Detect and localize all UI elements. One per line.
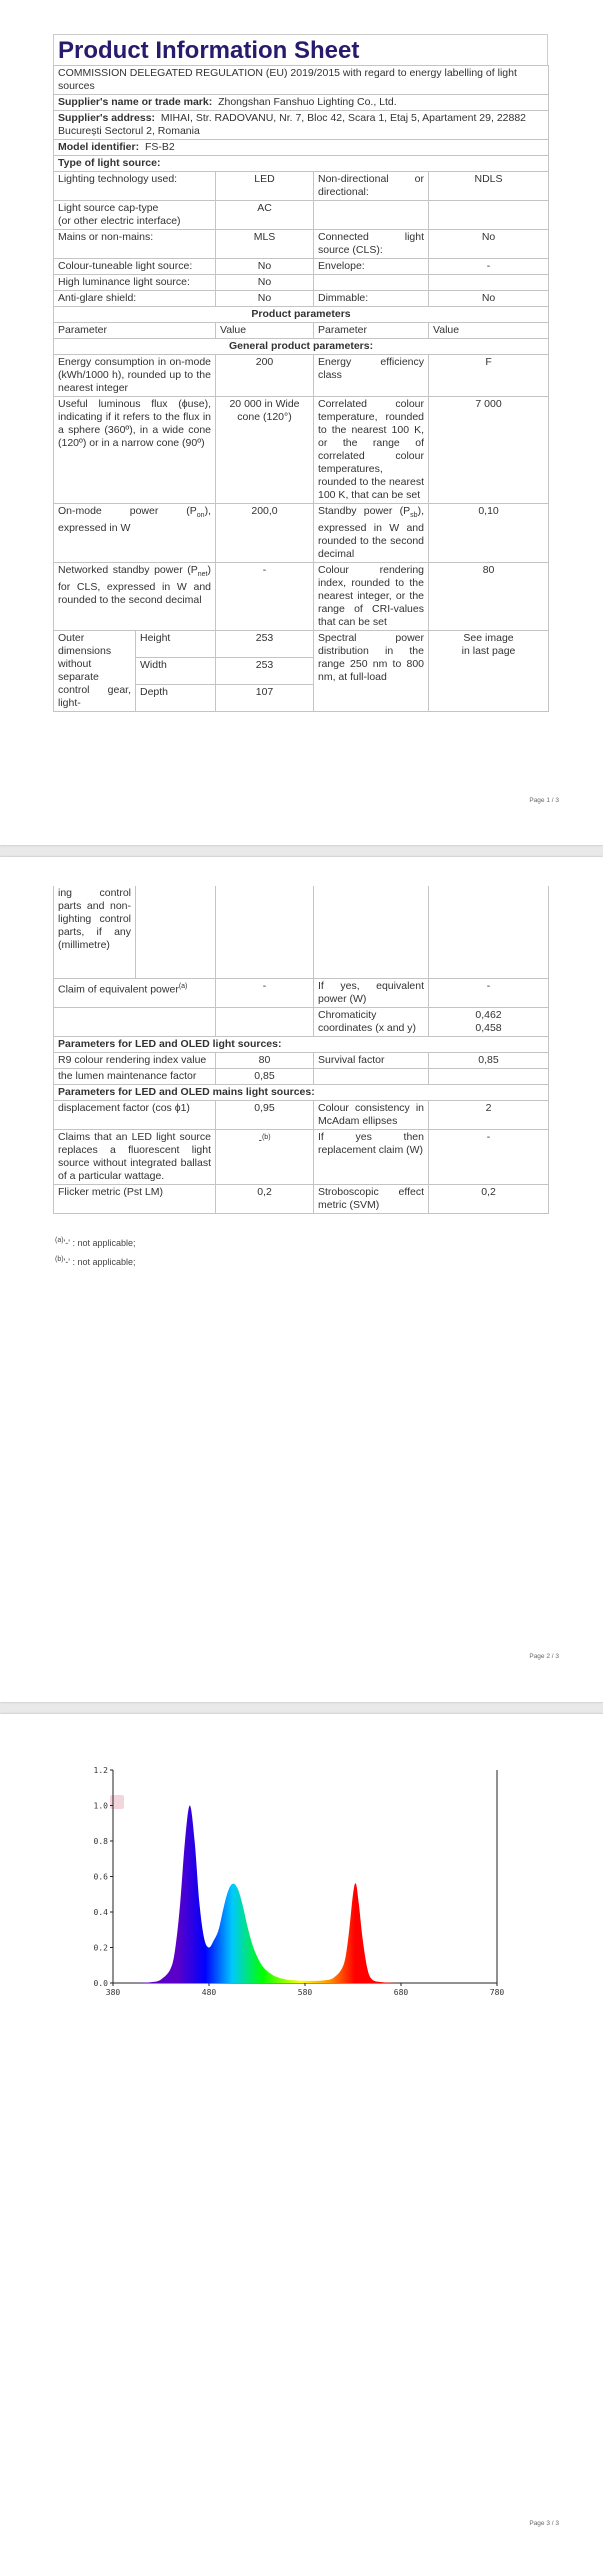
standby-power-label-b: ), expressed in W and rounded to the second decimal <box>318 505 424 561</box>
spectral-power-line1: See image <box>463 632 514 645</box>
y-tick-label: 0.2 <box>93 1943 108 1953</box>
height-label: Height <box>136 631 216 658</box>
envelope-label: Envelope: <box>314 259 429 275</box>
y-tick-label: 0.4 <box>93 1908 108 1917</box>
depth-value: 107 <box>216 685 314 712</box>
equivalent-power-label: If yes, equivalent power (W) <box>314 978 429 1007</box>
equivalent-power-claim-label <box>54 978 216 1007</box>
footnote-b-mark: (b) <box>55 1256 64 1263</box>
r9-label: R9 colour rendering index value <box>54 1052 216 1068</box>
table-row <box>54 1052 549 1068</box>
cct-label: Correlated colour temperature, rounded to the nearest 100 K, or the range of correlated colour temperatures, rounded to the nearest 100 K, that can be set <box>314 397 429 504</box>
replacement-claim-label: If yes then replacement claim (W) <box>314 1129 429 1184</box>
energy-consumption-label: Energy consumption in on-mode (kWh/1000 h), rounded up to the nearest integer <box>54 355 216 397</box>
energy-efficiency-label: Energy efficiency class <box>314 355 429 397</box>
chromaticity-y: 0,458 <box>475 1021 502 1034</box>
colour-tuneable-value: No <box>216 259 314 275</box>
standby-power-value: 0,10 <box>429 504 549 563</box>
cri-label: Colour rendering index, rounded to the nearest integer, or the range of CRI-values that can be set <box>314 563 429 631</box>
product-table-continued <box>53 886 549 1214</box>
high-luminance-value: No <box>216 275 314 291</box>
x-tick-label: 380 <box>105 1988 121 1997</box>
cls-label: Connected light source (CLS): <box>314 230 429 259</box>
cap-type-value: AC <box>216 201 314 230</box>
colour-tuneable-label: Colour-tuneable light source: <box>54 259 216 275</box>
empty-cell <box>314 201 429 230</box>
page-number: Page 3 / 3 <box>529 2520 559 2527</box>
logo-icon <box>110 1795 124 1809</box>
empty-cell <box>314 886 429 978</box>
y-tick-label: 0.8 <box>93 1837 108 1846</box>
outer-dimensions-label: Outer dimensions without separate control gear, light- <box>54 631 136 712</box>
column-header-parameter: Parameter <box>314 323 429 339</box>
height-value: 253 <box>216 631 314 658</box>
r9-value: 80 <box>216 1052 314 1068</box>
supplier-address: MIHAI, Str. RADOVANU, Nr. 7, Bloc 42, Scara 1, Etaj 5, Apartament 29, 22882 București Sectorul 2, Romania <box>58 112 527 137</box>
footnote-b <box>55 1256 136 1267</box>
table-row <box>54 1184 549 1213</box>
displacement-factor-value: 0,95 <box>216 1100 314 1129</box>
empty-cell <box>314 275 429 291</box>
y-tick-label: 0.6 <box>93 1872 108 1882</box>
standby-power-label-a: Standby power (P <box>318 505 411 517</box>
table-row <box>54 978 549 1007</box>
lumen-maintenance-value: 0,85 <box>216 1068 314 1084</box>
table-row <box>54 201 549 230</box>
width-label: Width <box>136 658 216 685</box>
on-mode-power-value: 200,0 <box>216 504 314 563</box>
x-tick-label: 780 <box>489 1988 505 1997</box>
footnote-ref-a: (a) <box>178 982 188 990</box>
table-row <box>54 111 549 140</box>
spectral-power-value <box>429 631 549 712</box>
table-row <box>54 1084 549 1100</box>
outer-dimensions-label-continued: ing control parts and non-lighting control parts, if any (millimetre) <box>54 886 136 978</box>
networked-standby-label-b: ) for CLS, expressed in W and rounded to the second decimal <box>58 564 211 607</box>
luminous-flux-label: Useful luminous flux (ϕuse), indicating if it refers to the flux in a sphere (360º), in a wide cone (120º) or in a narrow cone (90º) <box>54 397 216 504</box>
page-title: Product Information Sheet <box>53 34 548 65</box>
anti-glare-value: No <box>216 291 314 307</box>
survival-factor-label: Survival factor <box>314 1052 429 1068</box>
table-row <box>54 275 549 291</box>
y-tick-label: 1.2 <box>93 1766 108 1775</box>
model-cell <box>54 140 549 156</box>
standby-power-label <box>314 504 429 563</box>
standby-power-sub: sb <box>410 512 418 520</box>
equivalent-power-claim-text: Claim of equivalent power <box>58 983 179 995</box>
empty-cell <box>429 275 549 291</box>
colour-consistency-value: 2 <box>429 1100 549 1129</box>
empty-cell <box>216 1007 314 1036</box>
page-2 <box>0 857 603 1702</box>
cct-value: 7 000 <box>429 397 549 504</box>
column-header-parameter: Parameter <box>54 323 216 339</box>
model-label: Model identifier: <box>58 141 140 153</box>
page-1 <box>0 0 603 845</box>
led-oled-parameters-header: Parameters for LED and OLED light sources: <box>54 1036 549 1052</box>
on-mode-power-label-a: On-mode power (P <box>58 505 197 517</box>
table-row <box>54 307 549 323</box>
page-3 <box>0 1714 603 2560</box>
table-row <box>54 323 549 339</box>
lighting-tech-label: Lighting technology used: <box>54 172 216 201</box>
table-row <box>54 631 549 658</box>
high-luminance-label: High luminance light source: <box>54 275 216 291</box>
spectral-power-label: Spectral power distribution in the range 250 nm to 800 nm, at full-load <box>314 631 429 712</box>
led-oled-mains-parameters-header: Parameters for LED and OLED mains light sources: <box>54 1084 549 1100</box>
table-row <box>54 259 549 275</box>
stroboscopic-metric-label: Stroboscopic effect metric (SVM) <box>314 1184 429 1213</box>
table-row <box>54 156 549 172</box>
non-directional-label: Non-directional or directional: <box>314 172 429 201</box>
energy-efficiency-value: F <box>429 355 549 397</box>
table-row <box>54 140 549 156</box>
page-number: Page 1 / 3 <box>529 797 559 804</box>
empty-cell <box>216 886 314 978</box>
depth-label: Depth <box>136 685 216 712</box>
networked-standby-label <box>54 563 216 631</box>
footnote-b-text: '-' : not applicable; <box>63 1257 136 1267</box>
replacement-claim-value: - <box>429 1129 549 1184</box>
networked-standby-sub: net <box>197 571 208 579</box>
y-tick-label: 0.0 <box>93 1979 108 1988</box>
spectral-power-distribution-chart <box>95 1755 515 2045</box>
x-tick-label: 580 <box>297 1988 313 1997</box>
product-information-sheet <box>53 34 548 712</box>
product-information-sheet-continued <box>53 886 548 1214</box>
chromaticity-label: Chromaticity coordinates (x and y) <box>314 1007 429 1036</box>
fluorescent-claim-text: - <box>258 1134 262 1146</box>
envelope-value: - <box>429 259 549 275</box>
cls-value: No <box>429 230 549 259</box>
x-tick-label: 680 <box>393 1988 409 1997</box>
empty-cell <box>429 886 549 978</box>
supplier-name-label: Supplier's name or trade mark: <box>58 96 213 108</box>
footnote-a-text: '-' : not applicable; <box>63 1238 136 1248</box>
fluorescent-claim-label: Claims that an LED light source replaces a fluorescent light source without integrated ballast of a particular wattage. <box>54 1129 216 1184</box>
mains-label: Mains or non-mains: <box>54 230 216 259</box>
luminous-flux-value <box>216 397 314 504</box>
supplier-address-cell <box>54 111 549 140</box>
footnote-a-mark: (a) <box>55 1237 64 1244</box>
mains-value: MLS <box>216 230 314 259</box>
cri-value: 80 <box>429 563 549 631</box>
product-parameters-header: Product parameters <box>54 307 549 323</box>
table-row <box>54 1068 549 1084</box>
table-row <box>54 1129 549 1184</box>
supplier-address-label: Supplier's address: <box>58 112 156 124</box>
width-value: 253 <box>216 658 314 685</box>
regulation-text: COMMISSION DELEGATED REGULATION (EU) 2019/2015 with regard to energy labelling of light sources <box>54 66 549 95</box>
lumen-maintenance-label: the lumen maintenance factor <box>54 1068 216 1084</box>
table-row <box>54 397 549 504</box>
table-row <box>54 886 549 978</box>
supplier-name-cell <box>54 95 549 111</box>
chromaticity-x: 0,462 <box>475 1008 502 1021</box>
footnote-a <box>55 1237 136 1248</box>
dimmable-value: No <box>429 291 549 307</box>
table-row <box>54 504 549 563</box>
colour-consistency-label: Colour consistency in McAdam ellipses <box>314 1100 429 1129</box>
spectrum-area <box>113 1806 497 1984</box>
x-tick-label: 480 <box>201 1988 217 1997</box>
equivalent-power-claim-value: - <box>216 978 314 1007</box>
table-row <box>54 1036 549 1052</box>
luminous-flux-line2: cone (120°) <box>237 411 292 423</box>
empty-cell <box>314 1068 429 1084</box>
table-row <box>54 1007 549 1036</box>
on-mode-power-label <box>54 504 216 563</box>
table-row <box>54 339 549 355</box>
anti-glare-label: Anti-glare shield: <box>54 291 216 307</box>
spectral-power-line2: in last page <box>461 645 516 658</box>
product-table <box>53 65 549 712</box>
chart-axes <box>113 1770 497 1983</box>
table-row <box>54 1100 549 1129</box>
flicker-metric-label: Flicker metric (Pst LM) <box>54 1184 216 1213</box>
luminous-flux-line1: 20 000 in Wide <box>229 398 300 410</box>
cap-type-label-line1: Light source cap-type <box>58 202 159 214</box>
page-number: Page 2 / 3 <box>529 1653 559 1660</box>
stroboscopic-metric-value: 0,2 <box>429 1184 549 1213</box>
x-tick-labels <box>106 1983 505 1997</box>
footnote-ref-b: (b) <box>261 1133 271 1141</box>
table-row <box>54 230 549 259</box>
table-row <box>54 563 549 631</box>
lighting-tech-value: LED <box>216 172 314 201</box>
column-header-value: Value <box>429 323 549 339</box>
fluorescent-claim-value <box>216 1129 314 1184</box>
networked-standby-label-a: Networked standby power (P <box>58 564 198 577</box>
table-row <box>54 66 549 95</box>
networked-standby-value: - <box>216 563 314 631</box>
on-mode-power-label-b: ), expressed in W <box>58 505 211 535</box>
energy-consumption-value: 200 <box>216 355 314 397</box>
non-directional-value: NDLS <box>429 172 549 201</box>
empty-cell <box>429 1068 549 1084</box>
displacement-factor-label: displacement factor (cos ϕ1) <box>54 1100 216 1129</box>
type-of-light-source-header: Type of light source: <box>54 156 549 172</box>
survival-factor-value: 0,85 <box>429 1052 549 1068</box>
empty-cell <box>54 1007 216 1036</box>
general-parameters-header: General product parameters: <box>54 339 549 355</box>
flicker-metric-value: 0,2 <box>216 1184 314 1213</box>
cap-type-label <box>54 201 216 230</box>
cap-type-label-line2: (or other electric interface) <box>58 215 181 227</box>
supplier-name: Zhongshan Fanshuo Lighting Co., Ltd. <box>218 96 397 108</box>
on-mode-power-sub: on <box>196 512 205 520</box>
model-identifier: FS-B2 <box>144 141 175 153</box>
dimmable-label: Dimmable: <box>314 291 429 307</box>
table-row <box>54 355 549 397</box>
equivalent-power-value: - <box>429 978 549 1007</box>
table-row <box>54 291 549 307</box>
empty-cell <box>136 886 216 978</box>
table-row <box>54 172 549 201</box>
chromaticity-value <box>429 1007 549 1036</box>
y-tick-label: 1.0 <box>93 1801 108 1811</box>
column-header-value: Value <box>216 323 314 339</box>
empty-cell <box>429 201 549 230</box>
table-row <box>54 95 549 111</box>
